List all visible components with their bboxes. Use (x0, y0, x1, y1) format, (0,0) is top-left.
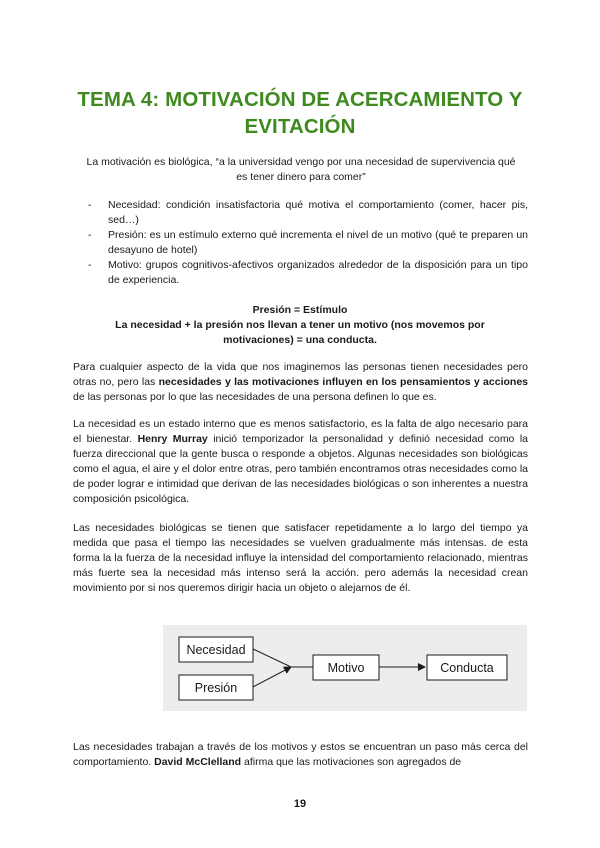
paragraph-4-text-end: afirma que las motivaciones son agregados de (241, 756, 462, 768)
presion-label: Presión (194, 681, 238, 695)
paragraph-2-bold: Henry Murray (137, 433, 208, 445)
motivation-diagram (163, 625, 527, 711)
intro-line-1: La motivación es biológica, “a la universidad vengo por una necesidad de supervivencia qué (86, 156, 516, 168)
intro-line-2: es tener dinero para comer” (236, 171, 366, 183)
presion-connector (253, 667, 291, 687)
list-item-text: Necesidad: condición insatisfactoria qué motiva el comportamiento (comer, hacer pis, sed…) (108, 199, 528, 226)
conducta-label: Conducta (440, 661, 494, 675)
formula-line-3: motivaciones) = una conducta. (223, 334, 377, 346)
paragraph-4-bold: David McClelland (154, 756, 242, 768)
dash-bullet: - (88, 259, 92, 271)
necesidad-connector (253, 649, 313, 667)
list-item-text: Motivo: grupos cognitivos-afectivos organizados alrededor de la disposición para un tipo de experiencia. (108, 259, 528, 286)
paragraph-4-text: Las necesidades trabajan a través de los motivos y estos se encuentran un paso más cerca del comportamiento. (73, 741, 528, 768)
dash-bullet: - (88, 199, 92, 211)
list-item-presion (88, 228, 528, 258)
paragraph-1-text-end: de las personas por lo que las necesidades de una persona definen lo que es. (73, 391, 437, 403)
paragraph-1 (73, 360, 528, 405)
definition-list (88, 198, 528, 288)
motivo-label: Motivo (327, 661, 365, 675)
title-line-1: TEMA 4: MOTIVACIÓN DE ACERCAMIENTO Y (77, 88, 523, 111)
page-title (60, 86, 540, 140)
intro-text (72, 155, 530, 185)
formula-line-1: Presión = Estímulo (252, 304, 348, 316)
paragraph-1-bold: necesidades y las motivaciones influyen en los pensamientos y acciones (158, 376, 528, 388)
paragraph-1-text: Para cualquier aspecto de la vida que nos imaginemos las personas tienen necesidades pero otras no, pero las (73, 361, 528, 388)
formula-line-2: La necesidad + la presión nos llevan a tener un motivo (nos movemos por (115, 319, 485, 331)
diagram-svg (163, 625, 527, 711)
dash-bullet: - (88, 229, 92, 241)
formula-block (95, 303, 505, 348)
paragraph-2-text: La necesidad es un estado interno que es menos satisfactorio, es la falta de algo necesario para el bienestar. (73, 418, 528, 445)
paragraph-3: Las necesidades biológicas se tienen que satisfacer repetidamente a lo largo del tiempo ya medida que pasa el tiempo las necesidades se vuelven gradualmente más intensas. de esta forma la la fuerza de la necesidad influye la intensidad del comportamiento relacionado, mientras más fuerte sea la necesidad más intenso será la acción. pero además la necesidad crean movimiento por si nos queremos dirigir hacia un objeto o alejarnos de él. (73, 522, 528, 594)
title-line-2: EVITACIÓN (244, 115, 356, 138)
paragraph-4 (73, 740, 528, 770)
paragraph-2 (73, 417, 528, 507)
list-item-motivo (88, 258, 528, 288)
paragraph-2-text-end: inició temporizador la personalidad y definió necesidad como la fuerza direccional que la gente busca o responde a objetos. Algunas necesidades son biológicas como el agua, el aire y el dolor entre otras, pero también encontramos otras necesidades como la de poder lograr e intimidad que derivan de las necesidades biológicas o son inherentes a nuestra composición psicológica. (73, 433, 528, 505)
page-number: 19 (293, 798, 307, 810)
list-item-text: Presión: es un estímulo externo qué incrementa el nivel de un motivo (qué te preparen un desayuno de hotel) (108, 229, 528, 256)
necesidad-label: Necesidad (186, 643, 246, 657)
list-item-necesidad (88, 198, 528, 228)
